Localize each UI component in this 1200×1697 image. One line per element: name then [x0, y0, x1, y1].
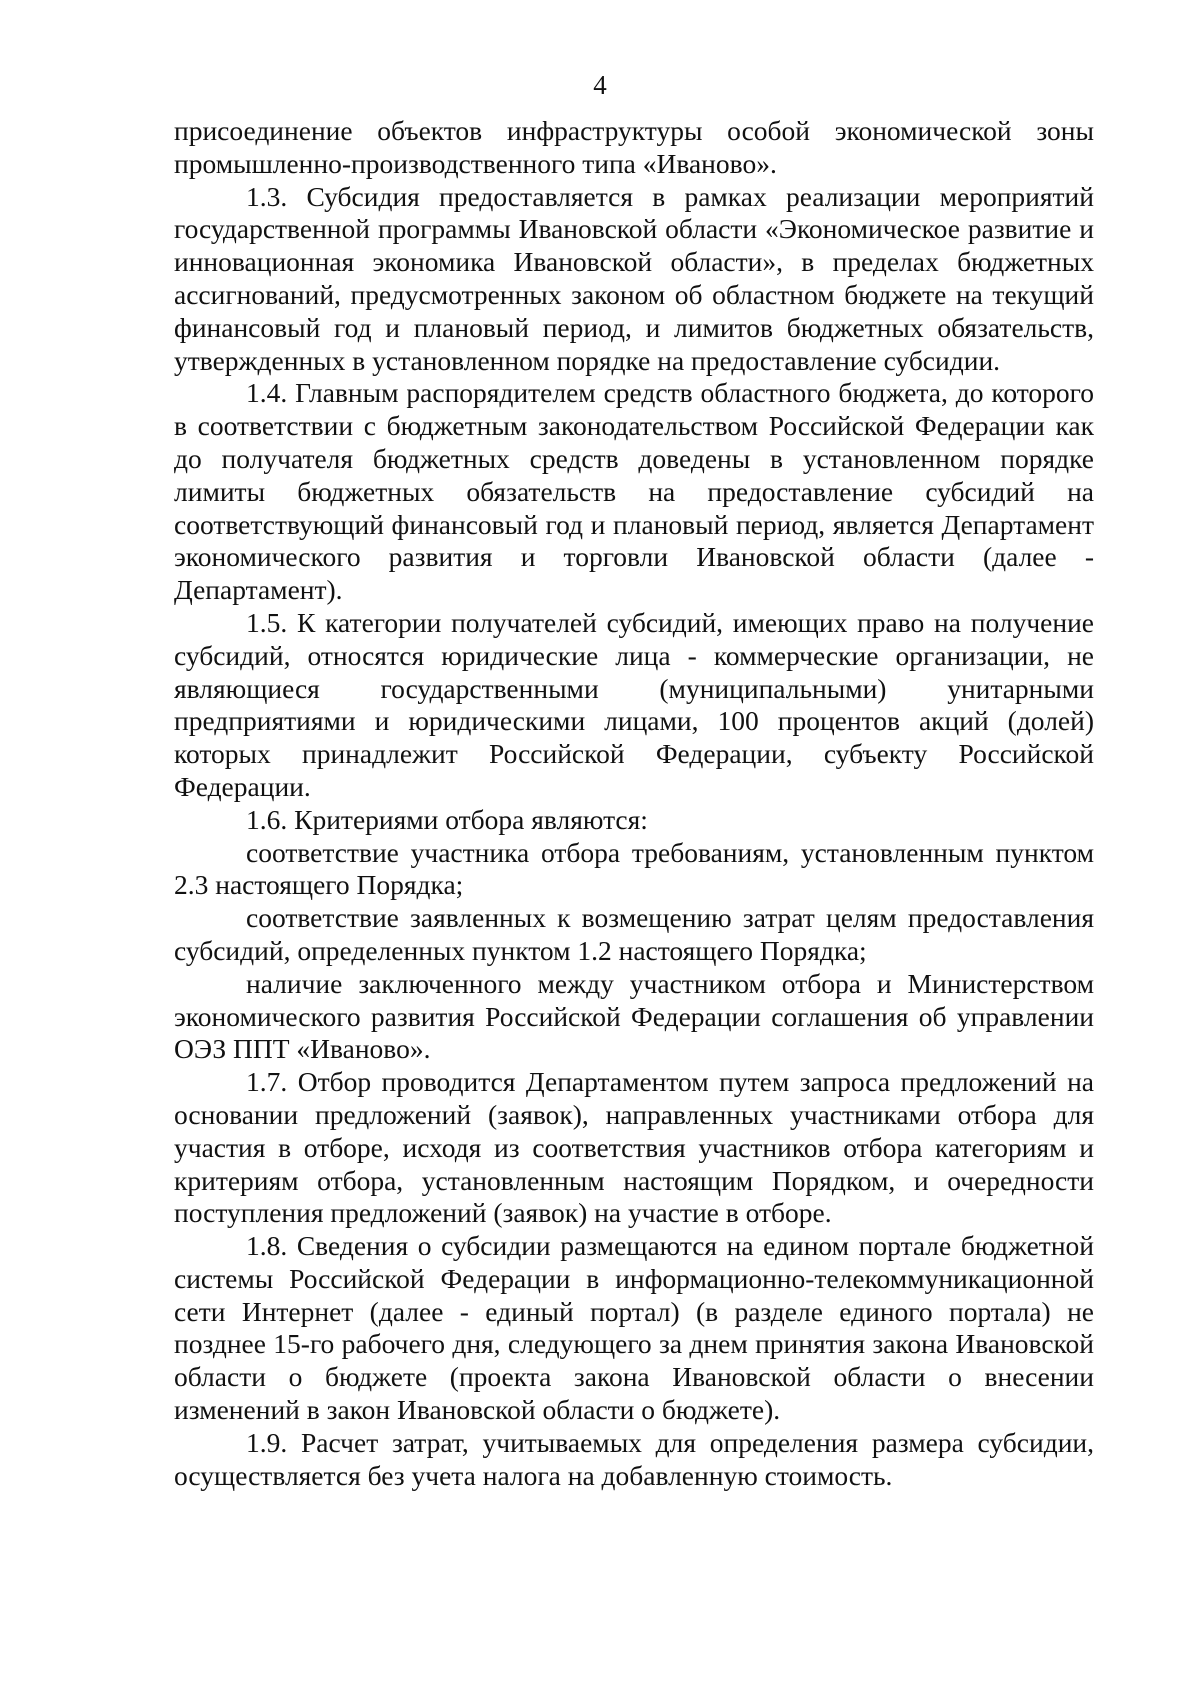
paragraph-1-6: 1.6. Критериями отбора являются: — [246, 803, 648, 835]
paragraph-1-3: 1.3. Субсидия предоставляется в рамках реализации мероприятий государственной программы Ивановской области «Экономическое развитие и инновационная экономика Ивановской области», в пределах бюджетных ассигнований, предусмотренных законом об областном бюджете на текущий финансовый год и плановый период, и лимитов бюджетных обязательств, утвержденных в установленном порядке на предоставление субсидии. — [174, 180, 1094, 376]
criterion-item-1: соответствие участника отбора требованиям, установленным пунктом 2.3 настоящего Порядка; — [174, 836, 1094, 901]
paragraph-1-7: 1.7. Отбор проводится Департаментом путем запроса предложений на основании предложений (заявок), направленных участниками отбора для участия в отборе, исходя из соответствия участников отбора категориям и критериям отбора, установленным настоящим Порядком, и очередности поступления предложений (заявок) на участие в отборе. — [174, 1066, 1094, 1229]
paragraph-1-8: 1.8. Сведения о субсидии размещаются на едином портале бюджетной системы Российской Федерации в информационно-телекоммуникационной сети Интернет (далее - единый портал) (в разделе единого портала) не позднее 15-го рабочего дня, следующего за днем принятия закона Ивановской области о бюджете (проекта закона Ивановской области о внесении изменений в закон Ивановской области о бюджете). — [174, 1230, 1094, 1426]
criterion-item-2: соответствие заявленных к возмещению затрат целям предоставления субсидий, определенных пунктом 1.2 настоящего Порядка; — [174, 902, 1094, 966]
document-body — [174, 115, 1094, 1492]
paragraph-continuation: присоединение объектов инфраструктуры особой экономической зоны промышленно-производственного типа «Иваново». — [174, 115, 1094, 179]
paragraph-1-4: 1.4. Главным распорядителем средств областного бюджета, до которого в соответствии с бюджетным законодательством Российской Федерации как до получателя бюджетных средств доведены в установленном порядке лимиты бюджетных обязательств на предоставление субсидий на соответствующий финансовый год и плановый период, является Департамент экономического развития и торговли Ивановской области (далее - Департамент). — [174, 377, 1094, 606]
paragraph-1-5: 1.5. К категории получателей субсидий, имеющих право на получение субсидий, относятся юридические лица - коммерческие организации, не являющиеся государственными (муниципальными) унитарными предприятиями и юридическими лицами, 100 процентов акций (долей) которых принадлежит Российской Федерации, субъекту Российской Федерации. — [174, 606, 1094, 802]
page-number: 4 — [593, 70, 607, 100]
criterion-item-3: наличие заключенного между участником отбора и Министерством экономического развития Российской Федерации соглашения об управлении ОЭЗ ППТ «Иваново». — [174, 967, 1094, 1065]
paragraph-1-9: 1.9. Расчет затрат, учитываемых для определения размера субсидии, осуществляется без учета налога на добавленную стоимость. — [174, 1426, 1094, 1491]
